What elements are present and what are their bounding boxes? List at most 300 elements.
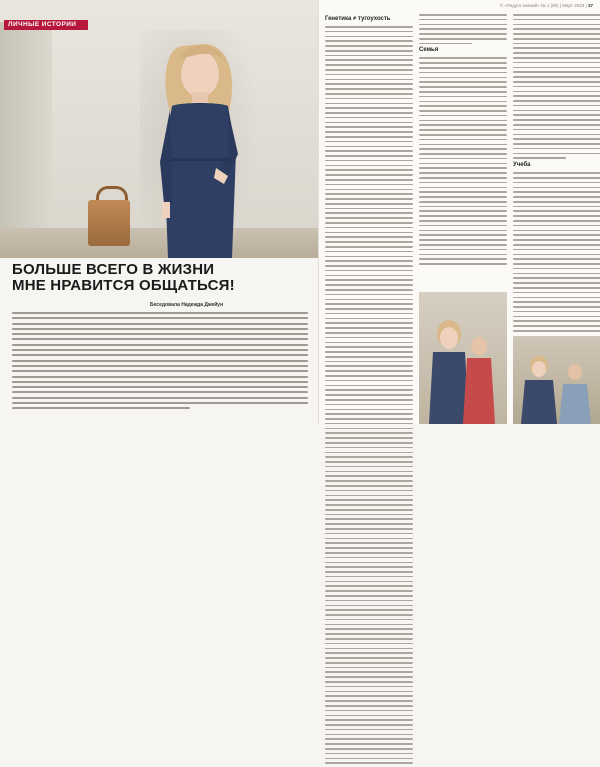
text-line (419, 110, 507, 112)
text-line (325, 112, 413, 114)
article-column-3 (513, 14, 600, 335)
subheading-genetics: Генетика ≠ тугоухость (325, 16, 391, 22)
text-line (419, 24, 507, 26)
text-line (419, 244, 507, 246)
text-line (419, 139, 507, 141)
text-line (513, 138, 600, 140)
text-line (513, 177, 600, 179)
text-line (419, 91, 507, 93)
text-line (325, 633, 413, 635)
text-line (325, 676, 413, 678)
running-head (500, 3, 593, 8)
text-line (419, 230, 507, 232)
text-line (325, 365, 413, 367)
text-line (12, 376, 308, 378)
text-line (419, 249, 507, 251)
text-line (419, 86, 507, 88)
text-line (325, 557, 413, 559)
text-line (325, 322, 413, 324)
text-line (325, 409, 413, 411)
text-line (325, 36, 413, 38)
text-line (325, 514, 413, 516)
text-line (513, 28, 600, 30)
woman-figure (120, 34, 280, 258)
text-line (419, 254, 507, 256)
subheading-study: Учеба (513, 162, 531, 169)
text-line (419, 158, 507, 160)
text-line (325, 509, 413, 511)
text-line (419, 215, 507, 217)
text-line (325, 342, 413, 344)
classroom-photo (513, 336, 600, 424)
text-line (325, 461, 413, 463)
text-line (325, 232, 413, 234)
text-line (325, 284, 413, 286)
text-line (325, 260, 413, 262)
running-head-text: © «Радуга знаний» № 1 (80) | Март 2023 | (499, 3, 587, 8)
text-line (325, 480, 413, 482)
text-line (325, 595, 413, 597)
text-line (325, 719, 413, 721)
text-line (325, 203, 413, 205)
text-line (419, 105, 507, 107)
text-line (513, 76, 600, 78)
article-headline (12, 262, 308, 294)
text-line (325, 724, 413, 726)
text-line (513, 282, 600, 284)
text-line (12, 397, 308, 399)
text-line (325, 303, 413, 305)
text-line (325, 103, 413, 105)
text-line (325, 552, 413, 554)
text-line (325, 346, 413, 348)
text-line (325, 88, 413, 90)
text-line (12, 349, 308, 351)
text-line (325, 251, 413, 253)
text-line (325, 227, 413, 229)
text-line (325, 79, 413, 81)
text-line (325, 198, 413, 200)
text-line (325, 762, 413, 764)
text-line (419, 115, 507, 117)
text-line (513, 325, 600, 327)
text-line (325, 753, 413, 755)
text-line (513, 114, 600, 116)
text-line (419, 72, 507, 74)
text-line (325, 126, 413, 128)
text-line (419, 120, 507, 122)
text-line (513, 292, 600, 294)
portrait-photo (0, 0, 318, 258)
text-line (325, 98, 413, 100)
text-line (12, 381, 308, 383)
text-line (419, 153, 507, 155)
text-line (325, 600, 413, 602)
text-line (419, 19, 507, 21)
text-line (325, 160, 413, 162)
text-line (325, 327, 413, 329)
text-line (419, 129, 507, 131)
text-line (325, 657, 413, 659)
text-line (325, 738, 413, 740)
text-line (12, 391, 308, 393)
text-line (419, 38, 507, 40)
article-column-1 (325, 14, 413, 767)
text-line (513, 258, 600, 260)
text-line (513, 119, 600, 121)
text-line (12, 354, 308, 356)
text-line (325, 605, 413, 607)
text-line (325, 246, 413, 248)
text-line (325, 93, 413, 95)
text-line (325, 466, 413, 468)
text-line (325, 638, 413, 640)
text-line (12, 402, 308, 404)
text-line (325, 308, 413, 310)
text-line (325, 318, 413, 320)
text-line (325, 361, 413, 363)
text-line (513, 95, 600, 97)
text-line (419, 77, 507, 79)
text-line (325, 542, 413, 544)
text-line (325, 710, 413, 712)
text-line (419, 62, 507, 64)
text-line (325, 609, 413, 611)
text-line (325, 380, 413, 382)
text-line (12, 386, 308, 388)
text-line (325, 585, 413, 587)
text-line (325, 155, 413, 157)
text-line (325, 222, 413, 224)
text-line (419, 258, 507, 260)
text-line (325, 136, 413, 138)
text-line (325, 643, 413, 645)
text-line (419, 81, 507, 83)
text-line (12, 317, 308, 319)
text-line (325, 55, 413, 57)
text-line (513, 143, 600, 145)
text-line (325, 370, 413, 372)
text-line (419, 144, 507, 146)
text-line (513, 297, 600, 299)
text-line (325, 652, 413, 654)
article-column-2 (419, 14, 507, 268)
text-line (419, 225, 507, 227)
text-line (325, 437, 413, 439)
text-line (325, 533, 413, 535)
text-line (325, 743, 413, 745)
text-line (513, 234, 600, 236)
text-line (325, 146, 413, 148)
text-line (325, 523, 413, 525)
text-line (325, 193, 413, 195)
text-line (419, 67, 507, 69)
text-line (419, 210, 507, 212)
text-line (325, 624, 413, 626)
text-line (419, 191, 507, 193)
text-line (12, 338, 308, 340)
section-tag: ЛИЧНЫЕ ИСТОРИИ (4, 20, 88, 30)
right-page (318, 0, 600, 424)
text-line (325, 681, 413, 683)
text-line (325, 447, 413, 449)
text-line (325, 74, 413, 76)
family-photo (419, 292, 507, 424)
text-line (325, 122, 413, 124)
text-line (325, 236, 413, 238)
text-line (513, 91, 600, 93)
text-line (325, 758, 413, 760)
text-line (513, 254, 600, 256)
text-line (513, 86, 600, 88)
text-line (513, 182, 600, 184)
page-number: 37 (587, 3, 593, 8)
text-line (325, 169, 413, 171)
text-line (325, 150, 413, 152)
text-line (325, 64, 413, 66)
text-line (12, 328, 308, 330)
text-line (513, 201, 600, 203)
text-line (513, 215, 600, 217)
text-line (419, 167, 507, 169)
text-line (325, 356, 413, 358)
text-line (325, 490, 413, 492)
text-line (513, 249, 600, 251)
text-line (513, 47, 600, 49)
text-line (325, 428, 413, 430)
text-line (325, 294, 413, 296)
text-line (325, 432, 413, 434)
text-line (325, 275, 413, 277)
text-line (419, 57, 507, 59)
text-line (12, 312, 308, 314)
text-line (325, 499, 413, 501)
text-line (325, 26, 413, 28)
text-line (325, 619, 413, 621)
text-line (325, 547, 413, 549)
text-line (325, 518, 413, 520)
text-line (325, 715, 413, 717)
text-line (325, 734, 413, 736)
text-line (12, 365, 308, 367)
text-line (325, 748, 413, 750)
text-line (419, 43, 472, 45)
text-line (325, 212, 413, 214)
text-line (513, 62, 600, 64)
text-line (325, 471, 413, 473)
text-line (513, 306, 600, 308)
text-line (325, 69, 413, 71)
text-line (513, 110, 600, 112)
text-line (12, 323, 308, 325)
text-line (419, 33, 507, 35)
text-line (513, 57, 600, 59)
text-line (325, 705, 413, 707)
text-line (325, 495, 413, 497)
text-line (325, 628, 413, 630)
text-line (325, 375, 413, 377)
text-line (513, 320, 600, 322)
text-line (513, 301, 600, 303)
family-photo-figures (419, 292, 507, 424)
text-line (325, 189, 413, 191)
text-line (325, 184, 413, 186)
text-line (419, 134, 507, 136)
text-line (325, 442, 413, 444)
text-line (325, 700, 413, 702)
text-line (325, 241, 413, 243)
text-line (325, 571, 413, 573)
text-line (325, 279, 413, 281)
text-line (325, 141, 413, 143)
text-line (513, 19, 600, 21)
text-line (513, 316, 600, 318)
headline-line-1: БОЛЬШЕ ВСЕГО В ЖИЗНИ (12, 261, 215, 278)
text-line (419, 182, 507, 184)
text-line (513, 153, 600, 155)
text-line (325, 648, 413, 650)
text-line (513, 263, 600, 265)
text-line (325, 289, 413, 291)
classroom-photo-figures (513, 336, 600, 424)
text-line (325, 538, 413, 540)
text-line (513, 225, 600, 227)
text-line (513, 330, 600, 332)
text-line (325, 165, 413, 167)
text-line (325, 337, 413, 339)
text-line (325, 394, 413, 396)
text-line (419, 101, 507, 103)
text-line (513, 220, 600, 222)
text-line (325, 399, 413, 401)
text-line (325, 83, 413, 85)
text-line (325, 404, 413, 406)
headline-line-2: МНЕ НРАВИТСЯ ОБЩАТЬСЯ! (12, 277, 235, 294)
text-line (325, 576, 413, 578)
text-line (513, 52, 600, 54)
text-line (419, 196, 507, 198)
text-line (325, 590, 413, 592)
text-line (419, 220, 507, 222)
text-line (325, 299, 413, 301)
text-line (513, 244, 600, 246)
text-line (419, 163, 507, 165)
text-line (419, 172, 507, 174)
text-line (513, 273, 600, 275)
text-line (513, 124, 600, 126)
text-line (12, 360, 308, 362)
text-line (513, 187, 600, 189)
left-page (0, 0, 318, 424)
text-line (325, 671, 413, 673)
text-line (419, 201, 507, 203)
text-line (325, 179, 413, 181)
text-line (325, 475, 413, 477)
text-line (419, 234, 507, 236)
text-line (12, 370, 308, 372)
text-line (513, 196, 600, 198)
text-line (419, 148, 507, 150)
text-line (325, 265, 413, 267)
text-line (325, 528, 413, 530)
text-line (419, 124, 507, 126)
text-line (513, 230, 600, 232)
text-line (419, 28, 507, 30)
text-line (325, 117, 413, 119)
text-line (419, 187, 507, 189)
text-line (325, 452, 413, 454)
text-line (325, 686, 413, 688)
text-line (513, 38, 600, 40)
text-line (325, 313, 413, 315)
text-line (513, 33, 600, 35)
text-line (419, 206, 507, 208)
text-line (325, 107, 413, 109)
text-line (325, 413, 413, 415)
text-line (513, 105, 600, 107)
byline: Беседовала Надежда Джейун (150, 302, 224, 308)
photo-window (0, 22, 52, 258)
text-line (12, 344, 308, 346)
text-line (513, 71, 600, 73)
text-line (513, 206, 600, 208)
text-line (325, 667, 413, 669)
text-line (12, 333, 308, 335)
text-line (513, 100, 600, 102)
text-line (325, 614, 413, 616)
text-line (325, 332, 413, 334)
text-line (325, 40, 413, 42)
text-line (325, 485, 413, 487)
text-line (513, 24, 600, 26)
text-line (325, 174, 413, 176)
text-line (513, 148, 600, 150)
text-line (12, 407, 190, 409)
text-line (513, 134, 600, 136)
text-line (325, 208, 413, 210)
text-line (325, 418, 413, 420)
text-line (513, 311, 600, 313)
text-line (513, 67, 600, 69)
text-line (513, 210, 600, 212)
text-line (419, 14, 507, 16)
text-line (325, 691, 413, 693)
text-line (513, 191, 600, 193)
text-line (513, 287, 600, 289)
text-line (513, 239, 600, 241)
text-line (325, 504, 413, 506)
text-line (513, 129, 600, 131)
text-line (419, 239, 507, 241)
text-line (325, 456, 413, 458)
text-line (325, 385, 413, 387)
subheading-family: Семья (419, 47, 439, 54)
text-line (325, 131, 413, 133)
lead-paragraph (12, 312, 308, 413)
text-line (325, 351, 413, 353)
text-line (513, 172, 600, 174)
text-line (325, 566, 413, 568)
text-line (325, 581, 413, 583)
text-line (513, 268, 600, 270)
text-line (325, 695, 413, 697)
text-line (325, 45, 413, 47)
text-line (419, 96, 507, 98)
text-line (325, 59, 413, 61)
text-line (325, 217, 413, 219)
text-line (419, 263, 507, 265)
text-line (325, 729, 413, 731)
